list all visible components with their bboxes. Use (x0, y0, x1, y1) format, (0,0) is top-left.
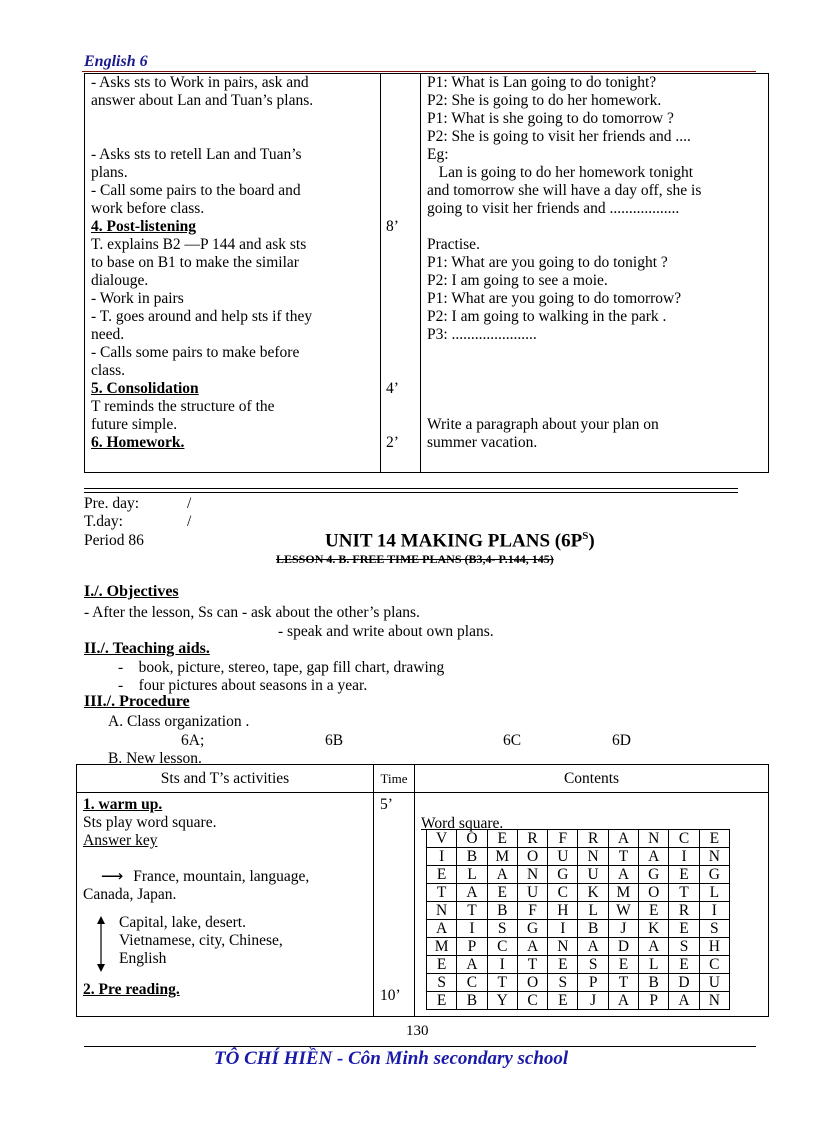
warm-up-heading: 1. warm up. (83, 796, 163, 813)
grid-cell: E (427, 992, 457, 1010)
across-words-2: Canada, Japan. (83, 886, 177, 903)
grid-cell: U (517, 884, 547, 902)
grid-cell: L (639, 956, 669, 974)
lesson-title: LESSON 4. B. FREE TIME PLANS (B3,4- P.144, 145) (276, 552, 554, 566)
grid-cell: M (487, 848, 517, 866)
grid-cell: B (487, 902, 517, 920)
grid-cell: E (608, 956, 638, 974)
grid-cell: B (639, 974, 669, 992)
updown-words (83, 914, 367, 968)
grid-cell: L (457, 866, 487, 884)
grid-cell: J (608, 920, 638, 938)
time-homework: 2’ (386, 434, 399, 451)
grid-cell: Y (487, 992, 517, 1010)
updown-word-3: English (119, 950, 167, 967)
word-square-grid (426, 829, 730, 1010)
grid-cell: U (578, 866, 608, 884)
across-words: ⟶ France, mountain, language, (101, 868, 310, 885)
grid-row (427, 830, 730, 848)
activity-line: work before class. (91, 200, 205, 217)
activity-line: - Asks sts to retell Lan and Tuan’s (91, 146, 302, 163)
time-consolidation: 4’ (386, 380, 399, 397)
activity-line (91, 128, 374, 146)
grid-row (427, 902, 730, 920)
activity-line: future simple. (91, 416, 178, 433)
grid-cell: T (669, 884, 699, 902)
page-number: 130 (406, 1023, 429, 1039)
grid-cell: S (548, 974, 578, 992)
t-day-label: T.day: (84, 513, 123, 530)
content-line: P2: She is going to do her homework. (427, 92, 662, 109)
grid-row (427, 956, 730, 974)
grid-cell: A (639, 848, 669, 866)
updown-word-2: Vietnamese, city, Chinese, (119, 932, 283, 949)
grid-cell: N (699, 992, 729, 1010)
grid-cell: E (487, 884, 517, 902)
footer-author: TÔ CHÍ HIỀN - Côn Minh secondary school (214, 1048, 569, 1069)
activity-line: T reminds the structure of the (91, 398, 275, 415)
contents-column (421, 74, 769, 473)
grid-cell: T (427, 884, 457, 902)
warmup-activities (77, 793, 374, 1017)
grid-cell: J (578, 992, 608, 1010)
footer-rule (84, 1046, 756, 1047)
warm-up-time: 5’ (380, 796, 393, 813)
grid-cell: I (669, 848, 699, 866)
content-line: Eg: (427, 146, 449, 163)
aid-item-1: - book, picture, stereo, tape, gap fill chart, drawing (118, 659, 445, 676)
grid-cell: E (548, 992, 578, 1010)
grid-cell: N (699, 848, 729, 866)
homework-text-1: Write a paragraph about your plan on (427, 416, 659, 433)
grid-cell: K (578, 884, 608, 902)
activity-line: - T. goes around and help sts if they (91, 308, 313, 325)
grid-cell: I (699, 902, 729, 920)
content-line: P2: She is going to visit her friends and .... (427, 128, 691, 145)
content-line: P1: What is she going to do tomorrow ? (427, 110, 674, 127)
grid-cell: S (487, 920, 517, 938)
grid-cell: R (578, 830, 608, 848)
class-6d: 6D (612, 732, 631, 749)
grid-cell: T (608, 974, 638, 992)
t-day-slash: / (187, 513, 192, 530)
grid-cell: H (699, 938, 729, 956)
homework-text-2: summer vacation. (427, 434, 538, 451)
grid-cell: D (669, 974, 699, 992)
new-lesson: B. New lesson. (108, 750, 202, 767)
grid-cell: A (487, 866, 517, 884)
grid-cell: E (669, 956, 699, 974)
grid-cell: O (639, 884, 669, 902)
period-label: Period 86 (84, 532, 144, 549)
grid-cell: A (427, 920, 457, 938)
grid-cell: G (548, 866, 578, 884)
activities-column (85, 74, 381, 473)
grid-row (427, 848, 730, 866)
grid-cell: N (578, 848, 608, 866)
grid-cell: N (517, 866, 547, 884)
arrow-right-icon: ⟶ (101, 868, 124, 885)
content-line: P2: I am going to see a moie. (427, 272, 608, 289)
section-heading: 4. Post-listening (91, 218, 197, 235)
grid-cell: A (608, 866, 638, 884)
class-6c: 6C (503, 732, 522, 749)
activity-line: plans. (91, 164, 128, 181)
grid-cell: C (699, 956, 729, 974)
content-line: P1: What are you going to do tonight ? (427, 254, 668, 271)
grid-cell: G (699, 866, 729, 884)
objectives-line-1: - After the lesson, Ss can - ask about the other’s plans. (84, 604, 420, 621)
grid-cell: H (548, 902, 578, 920)
grid-cell: E (427, 956, 457, 974)
activity-line: class. (91, 362, 126, 379)
grid-cell: M (427, 938, 457, 956)
up-down-arrow-icon (95, 916, 107, 972)
teaching-aids-heading: II./. Teaching aids. (84, 640, 210, 657)
grid-cell: I (487, 956, 517, 974)
grid-cell: N (427, 902, 457, 920)
grid-cell: A (608, 830, 638, 848)
grid-row (427, 884, 730, 902)
grid-cell: C (487, 938, 517, 956)
aid-item-2: - four pictures about seasons in a year. (118, 677, 368, 694)
activity-line: to base on B1 to make the similar (91, 254, 299, 271)
grid-cell: L (699, 884, 729, 902)
word-square-label: Word square. (421, 815, 504, 832)
grid-row (427, 866, 730, 884)
grid-cell: U (699, 974, 729, 992)
activity-line: answer about Lan and Tuan’s plans. (91, 92, 314, 109)
class-6a: 6A; (181, 732, 205, 749)
grid-row (427, 938, 730, 956)
grid-cell: C (517, 992, 547, 1010)
content-line: and tomorrow she will have a day off, she is (427, 182, 702, 199)
content-line: P1: What are you going to do tomorrow? (427, 290, 682, 307)
answer-key-label: Answer key (83, 832, 158, 849)
grid-cell: S (427, 974, 457, 992)
pre-day-slash: / (187, 495, 192, 512)
grid-cell: A (669, 992, 699, 1010)
grid-cell: T (608, 848, 638, 866)
activity-line (91, 110, 374, 128)
grid-cell: G (639, 866, 669, 884)
grid-cell: S (699, 920, 729, 938)
header-contents: Contents (415, 765, 769, 793)
grid-cell: E (639, 902, 669, 920)
grid-cell: A (608, 992, 638, 1010)
grid-cell: B (457, 992, 487, 1010)
grid-cell: E (548, 956, 578, 974)
content-line: P2: I am going to walking in the park . (427, 308, 667, 325)
pre-day-label: Pre. day: (84, 495, 140, 512)
grid-cell: T (487, 974, 517, 992)
grid-cell: O (517, 974, 547, 992)
grid-cell: P (457, 938, 487, 956)
grid-cell: I (457, 920, 487, 938)
grid-cell: B (578, 920, 608, 938)
activity-line: dialouge. (91, 272, 149, 289)
grid-cell: V (427, 830, 457, 848)
grid-cell: O (457, 830, 487, 848)
grid-cell: S (669, 938, 699, 956)
grid-cell: C (669, 830, 699, 848)
grid-cell: A (457, 956, 487, 974)
content-line: P3: ...................... (427, 326, 537, 343)
section-heading: 5. Consolidation (91, 380, 199, 397)
objectives-line-2: - speak and write about own plans. (278, 623, 494, 640)
time-column (381, 74, 421, 473)
grid-cell: D (608, 938, 638, 956)
content-line: Lan is going to do her homework tonight (427, 164, 694, 181)
grid-cell: F (548, 830, 578, 848)
header-time: Time (374, 765, 415, 793)
pre-reading-time: 10’ (380, 987, 401, 1004)
grid-cell: T (457, 902, 487, 920)
header-activities: Sts and T’s activities (77, 765, 374, 793)
activity-line: - Work in pairs (91, 290, 184, 307)
grid-cell: C (548, 884, 578, 902)
time-post-listening: 8’ (386, 218, 399, 235)
grid-cell: E (669, 920, 699, 938)
objectives-heading: I./. Objectives (84, 583, 179, 600)
grid-cell: G (517, 920, 547, 938)
subject-header: English 6 (84, 53, 148, 70)
grid-cell: R (669, 902, 699, 920)
grid-cell: L (578, 902, 608, 920)
class-6b: 6B (325, 732, 344, 749)
activity-line: T. explains B2 —P 144 and ask sts (91, 236, 307, 253)
grid-cell: A (578, 938, 608, 956)
updown-word-1: Capital, lake, desert. (119, 914, 246, 931)
grid-cell: C (457, 974, 487, 992)
warmup-times (374, 793, 415, 1017)
top-lesson-table (84, 73, 769, 473)
grid-cell: M (608, 884, 638, 902)
grid-cell: E (699, 830, 729, 848)
warm-up-activity: Sts play word square. (83, 814, 217, 831)
header-rule (82, 71, 756, 72)
grid-cell: N (548, 938, 578, 956)
grid-cell: B (457, 848, 487, 866)
activity-line: - Asks sts to Work in pairs, ask and (91, 74, 309, 91)
grid-cell: R (517, 830, 547, 848)
grid-cell: A (457, 884, 487, 902)
class-organization: A. Class organization . (108, 713, 250, 730)
activity-line: - Calls some pairs to make before (91, 344, 300, 361)
grid-cell: E (427, 866, 457, 884)
grid-row (427, 920, 730, 938)
activity-line: - Call some pairs to the board and (91, 182, 301, 199)
grid-cell: S (578, 956, 608, 974)
grid-cell: E (487, 830, 517, 848)
grid-cell: I (548, 920, 578, 938)
grid-cell: N (639, 830, 669, 848)
grid-cell: W (608, 902, 638, 920)
section-heading: 6. Homework. (91, 434, 185, 451)
separator-line-1 (84, 488, 738, 489)
grid-row (427, 992, 730, 1010)
grid-cell: T (517, 956, 547, 974)
grid-row (427, 974, 730, 992)
grid-cell: K (639, 920, 669, 938)
grid-cell: F (517, 902, 547, 920)
content-line: going to visit her friends and .................. (427, 200, 680, 217)
content-line: Practise. (427, 236, 480, 253)
unit-title: UNIT 14 MAKING PLANS $(6P^S)$ (325, 530, 595, 552)
grid-cell: A (639, 938, 669, 956)
grid-cell: E (669, 866, 699, 884)
grid-cell: P (578, 974, 608, 992)
content-line: P1: What is Lan going to do tonight? (427, 74, 657, 91)
grid-cell: U (548, 848, 578, 866)
separator-line-2 (84, 492, 738, 493)
procedure-heading: III./. Procedure (84, 693, 190, 710)
content-line (427, 218, 762, 236)
grid-cell: O (517, 848, 547, 866)
grid-cell: P (639, 992, 669, 1010)
activity-line: need. (91, 326, 125, 343)
pre-reading-heading: 2. Pre reading. (83, 981, 180, 998)
grid-cell: I (427, 848, 457, 866)
grid-cell: A (517, 938, 547, 956)
